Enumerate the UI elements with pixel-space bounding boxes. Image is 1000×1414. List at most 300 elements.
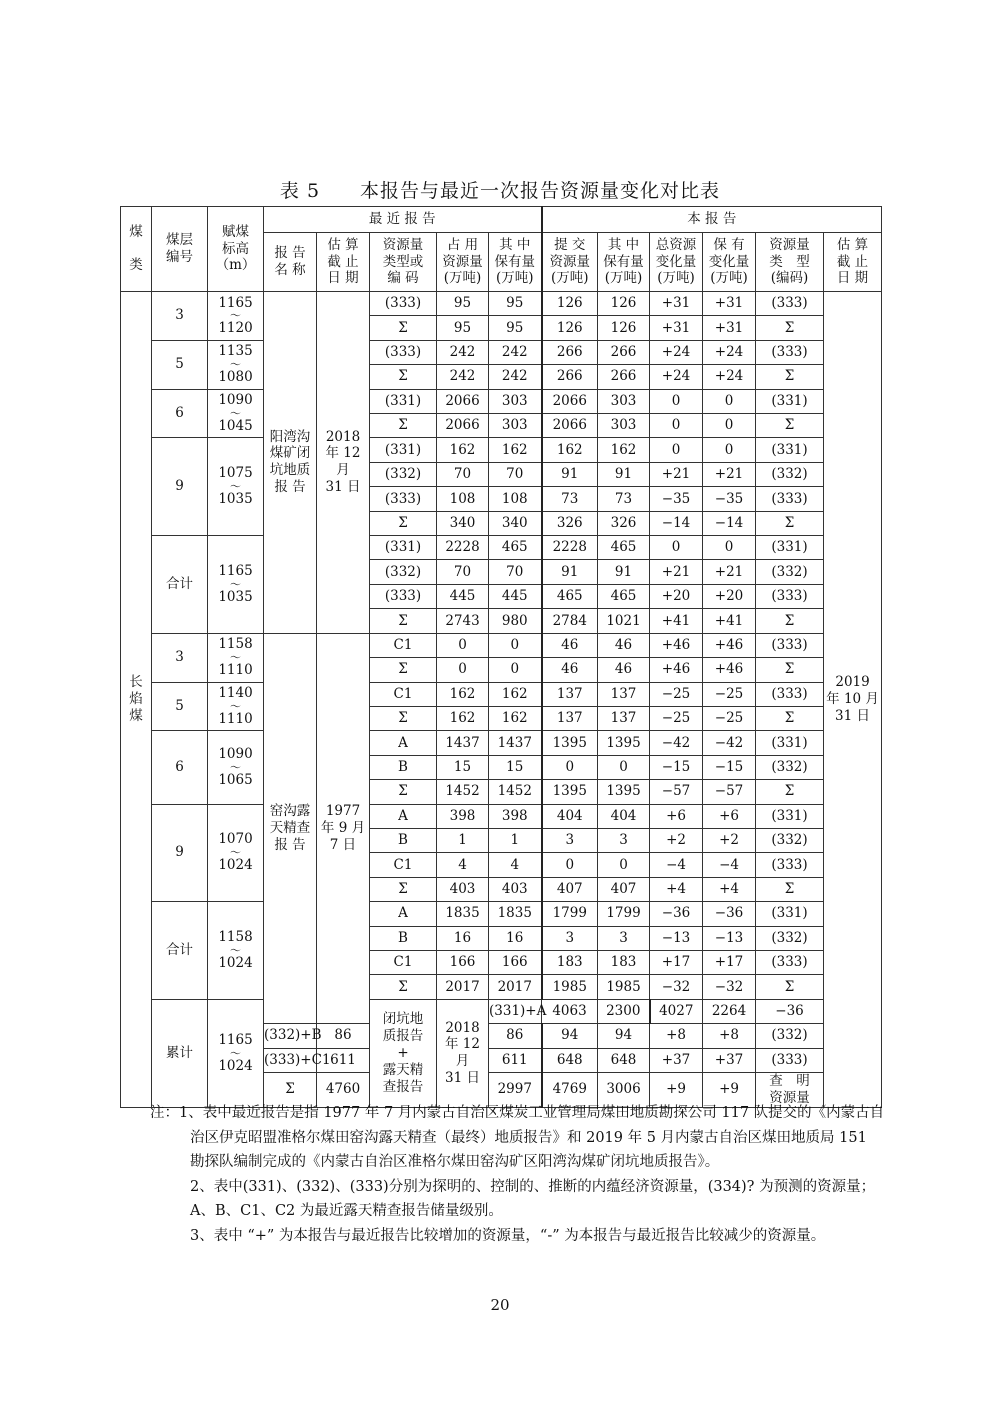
cell-type: Σ bbox=[370, 365, 437, 389]
cell-occupied: 95 bbox=[437, 316, 489, 340]
cell-type-this: (333) bbox=[756, 292, 824, 316]
cell-total-change: 0 bbox=[650, 438, 703, 462]
cell-occupied: 108 bbox=[437, 487, 489, 511]
elevation-top: 1075 bbox=[218, 465, 253, 482]
cell-type-this: Σ bbox=[756, 706, 824, 730]
cell-occupied: 1835 bbox=[437, 902, 489, 926]
cell-occupied: 2743 bbox=[437, 609, 489, 633]
cell-submitted: 1985 bbox=[542, 975, 598, 999]
cell-retained-change: −15 bbox=[703, 755, 756, 779]
cell-retained-this: 94 bbox=[598, 1024, 650, 1048]
cell-type: (332) bbox=[370, 462, 437, 486]
cell-type-this: (331) bbox=[756, 389, 824, 413]
cell-retained-change: +17 bbox=[703, 950, 756, 974]
elevation-bottom: 1035 bbox=[218, 491, 253, 508]
cell-retained-change: −57 bbox=[703, 780, 756, 804]
cell-total-change: +6 bbox=[650, 804, 703, 828]
cell-type: B bbox=[370, 926, 437, 950]
cell-submitted: 266 bbox=[542, 365, 598, 389]
cell-submitted: 465 bbox=[542, 584, 598, 608]
cell-total-change: +24 bbox=[650, 365, 703, 389]
cell-occupied: 70 bbox=[437, 560, 489, 584]
cell-submitted: 3 bbox=[542, 828, 598, 852]
elevation-bottom: 1024 bbox=[218, 1057, 253, 1074]
cell-retained-this: 3 bbox=[598, 926, 650, 950]
tilde-separator: ～ bbox=[230, 943, 241, 957]
cell-occupied: 70 bbox=[437, 462, 489, 486]
tilde-separator: ～ bbox=[230, 699, 241, 713]
cell-retained-change: −25 bbox=[703, 706, 756, 730]
table-row bbox=[121, 902, 882, 926]
cell-submitted: 91 bbox=[542, 560, 598, 584]
table-row bbox=[121, 804, 882, 828]
cell-occupied: 166 bbox=[437, 950, 489, 974]
seam-cell: 3 bbox=[152, 633, 208, 682]
cell-retained-this: 46 bbox=[598, 658, 650, 682]
cell-occupied: 95 bbox=[437, 292, 489, 316]
cell-total-change: +20 bbox=[650, 584, 703, 608]
cell-total-change: +2 bbox=[650, 828, 703, 852]
cell-type-this: (331) bbox=[756, 902, 824, 926]
cell-type-this: Σ bbox=[756, 511, 824, 535]
cell-occupied: 242 bbox=[437, 365, 489, 389]
cell-submitted: 404 bbox=[542, 804, 598, 828]
report-name-cell: 阳湾沟 煤矿闭 坑地质 报 告 bbox=[264, 292, 317, 634]
tilde-separator: ～ bbox=[230, 309, 241, 323]
cell-retained-recent: 303 bbox=[489, 414, 542, 438]
cell-occupied: 1437 bbox=[437, 731, 489, 755]
cell-occupied: 611 bbox=[317, 1048, 370, 1072]
cell-retained-recent: 162 bbox=[489, 706, 542, 730]
cell-type-this: Σ bbox=[756, 877, 824, 901]
cell-type-this: (333) bbox=[756, 1048, 824, 1072]
table-row bbox=[121, 438, 882, 462]
tilde-separator: ～ bbox=[230, 760, 241, 774]
cell-retained-this: 0 bbox=[598, 853, 650, 877]
cell-submitted: 183 bbox=[542, 950, 598, 974]
elevation-top: 1090 bbox=[218, 392, 253, 409]
cell-type: (331) bbox=[370, 536, 437, 560]
cell-type: (333) bbox=[370, 292, 437, 316]
cell-retained-this: 46 bbox=[598, 633, 650, 657]
cell-total-change: −4 bbox=[650, 853, 703, 877]
cell-retained-this: 303 bbox=[598, 389, 650, 413]
cell-submitted: 407 bbox=[542, 877, 598, 901]
elevation-cell bbox=[208, 682, 264, 731]
cell-retained-this: 1021 bbox=[598, 609, 650, 633]
cell-retained-recent: 1835 bbox=[489, 902, 542, 926]
cell-submitted: 3 bbox=[542, 926, 598, 950]
elevation-bottom: 1035 bbox=[218, 588, 253, 605]
cell-type: (331)+A bbox=[489, 999, 542, 1023]
cell-type: B bbox=[370, 828, 437, 852]
cell-type: (333) bbox=[370, 487, 437, 511]
seam-cell: 累计 bbox=[152, 999, 208, 1107]
cell-type-this: (331) bbox=[756, 438, 824, 462]
seam-cell: 9 bbox=[152, 438, 208, 536]
cell-occupied: 1 bbox=[437, 828, 489, 852]
tilde-separator: ～ bbox=[230, 651, 241, 665]
cell-retained-this: 91 bbox=[598, 462, 650, 486]
cell-occupied: 0 bbox=[437, 633, 489, 657]
elevation-top: 1090 bbox=[218, 746, 253, 763]
cell-submitted: 137 bbox=[542, 682, 598, 706]
cell-type: (331) bbox=[370, 438, 437, 462]
cell-total-change: −42 bbox=[650, 731, 703, 755]
cell-type-this: (332) bbox=[756, 1024, 824, 1048]
cell-submitted: 266 bbox=[542, 340, 598, 364]
cell-total-change: +9 bbox=[650, 1073, 703, 1108]
cell-retained-recent: 445 bbox=[489, 584, 542, 608]
cell-type: C1 bbox=[370, 950, 437, 974]
cell-type-this: (331) bbox=[756, 536, 824, 560]
cell-total-change: −13 bbox=[650, 926, 703, 950]
cell-retained-change: −13 bbox=[703, 926, 756, 950]
cell-type: Σ bbox=[370, 316, 437, 340]
cell-occupied: 4 bbox=[437, 853, 489, 877]
cell-type-this: 查 明 资源量 bbox=[756, 1073, 824, 1108]
cell-total-change: +8 bbox=[650, 1024, 703, 1048]
cell-type: A bbox=[370, 731, 437, 755]
cell-type-this: Σ bbox=[756, 365, 824, 389]
cell-type: A bbox=[370, 804, 437, 828]
seam-cell: 3 bbox=[152, 292, 208, 341]
cell-submitted: 2066 bbox=[542, 414, 598, 438]
note-2: 2、表中(331)、(332)、(333)分别为探明的、控制的、推断的内蕴经济资源量，(334)? 为预测的资源量；A、B、C1、C2 为最近露天精查报告储量级别。 bbox=[190, 1178, 876, 1219]
cell-type: A bbox=[370, 902, 437, 926]
tilde-separator: ～ bbox=[230, 1046, 241, 1060]
cell-retained-change: +21 bbox=[703, 462, 756, 486]
cell-retained-this: 162 bbox=[598, 438, 650, 462]
cell-retained-recent: 465 bbox=[489, 536, 542, 560]
cell-total-change: +46 bbox=[650, 633, 703, 657]
elevation-cell bbox=[208, 292, 264, 341]
cell-total-change: +31 bbox=[650, 316, 703, 340]
tilde-separator: ～ bbox=[230, 577, 241, 591]
elevation-bottom: 1080 bbox=[218, 369, 253, 386]
cell-total-change: −25 bbox=[650, 682, 703, 706]
header-submitted: 提 交 资源量 (万吨) bbox=[542, 233, 598, 292]
cell-occupied: 15 bbox=[437, 755, 489, 779]
note-1: 注：1、表中最近报告是指 1977 年 7 月内蒙古自治区煤炭工业管理局煤田地质勘探公司 117 队提交的《内蒙古自治区伊克昭盟准格尔煤田窑沟露天精查（最终）地质报告》和 2019 年 5 月内蒙古自治区煤田地质局 151 勘探队编制完成的《内蒙古自治区准格尔煤田窑沟矿区阳湾沟煤矿闭坑地质报告》。 bbox=[150, 1105, 885, 1170]
cell-retained-change: +41 bbox=[703, 609, 756, 633]
cell-retained-change: −36 bbox=[703, 902, 756, 926]
cell-submitted: 0 bbox=[542, 853, 598, 877]
cell-retained-this: 266 bbox=[598, 340, 650, 364]
elevation-bottom: 1024 bbox=[218, 954, 253, 971]
coal-type-cell: 长 焰 煤 bbox=[121, 292, 152, 1108]
cell-retained-recent: 1452 bbox=[489, 780, 542, 804]
elevation-top: 1135 bbox=[218, 343, 253, 360]
cell-occupied: 2017 bbox=[437, 975, 489, 999]
cell-submitted: 1395 bbox=[542, 780, 598, 804]
cell-retained-recent: 303 bbox=[489, 389, 542, 413]
header-recent-report: 最 近 报 告 bbox=[264, 207, 542, 233]
table-row bbox=[121, 536, 882, 560]
this-cutoff-cell: 2019 年 10 月 31 日 bbox=[824, 292, 882, 1108]
cell-submitted: 4027 bbox=[650, 999, 703, 1023]
cell-retained-recent: 15 bbox=[489, 755, 542, 779]
report-name-cell: 闭坑地 质报告 + 露天精 查报告 bbox=[370, 999, 437, 1107]
cell-retained-recent: 403 bbox=[489, 877, 542, 901]
cell-total-change: 0 bbox=[650, 536, 703, 560]
cell-occupied: 2066 bbox=[437, 389, 489, 413]
cell-retained-change: −32 bbox=[703, 975, 756, 999]
seam-cell: 5 bbox=[152, 340, 208, 389]
cell-retained-recent: 162 bbox=[489, 438, 542, 462]
cell-submitted: 126 bbox=[542, 292, 598, 316]
cell-type-this: (333) bbox=[756, 853, 824, 877]
cell-type-this: (332) bbox=[756, 828, 824, 852]
cell-type-this: (333) bbox=[756, 584, 824, 608]
cell-type-this: (332) bbox=[756, 755, 824, 779]
cell-type-this: Σ bbox=[756, 975, 824, 999]
cell-occupied: 162 bbox=[437, 438, 489, 462]
cell-occupied: 162 bbox=[437, 706, 489, 730]
cell-retained-recent: 0 bbox=[489, 658, 542, 682]
cell-retained-change: −25 bbox=[703, 682, 756, 706]
table-row bbox=[121, 292, 882, 316]
cell-retained-change: +31 bbox=[703, 292, 756, 316]
cell-retained-change: +4 bbox=[703, 877, 756, 901]
report-date-cell: 1977 年 9 月 7 日 bbox=[317, 633, 370, 1024]
cell-type: (332)+B bbox=[264, 1024, 317, 1048]
tilde-separator: ～ bbox=[230, 480, 241, 494]
cell-retained-recent: 340 bbox=[489, 511, 542, 535]
cell-retained-this: 465 bbox=[598, 536, 650, 560]
cell-submitted: 0 bbox=[542, 755, 598, 779]
cell-total-change: +21 bbox=[650, 560, 703, 584]
cell-retained-recent: 980 bbox=[489, 609, 542, 633]
cell-submitted: 46 bbox=[542, 633, 598, 657]
cell-occupied: 4063 bbox=[542, 999, 598, 1023]
elevation-cell bbox=[208, 902, 264, 1000]
cell-submitted: 648 bbox=[542, 1048, 598, 1072]
table-row bbox=[121, 633, 882, 657]
cell-type: (333) bbox=[370, 340, 437, 364]
cell-occupied: 398 bbox=[437, 804, 489, 828]
cell-type: C1 bbox=[370, 633, 437, 657]
cell-type: Σ bbox=[370, 975, 437, 999]
cell-retained-change: +2 bbox=[703, 828, 756, 852]
cell-retained-recent: 398 bbox=[489, 804, 542, 828]
cell-submitted: 2228 bbox=[542, 536, 598, 560]
cell-submitted: 4769 bbox=[542, 1073, 598, 1108]
table-title: 表 5 本报告与最近一次报告资源量变化对比表 bbox=[279, 180, 721, 202]
cell-total-change: −57 bbox=[650, 780, 703, 804]
cell-type: Σ bbox=[370, 609, 437, 633]
cell-occupied: 445 bbox=[437, 584, 489, 608]
cell-type-this: Σ bbox=[756, 414, 824, 438]
cell-retained-recent: 86 bbox=[489, 1024, 542, 1048]
cell-retained-change: +8 bbox=[703, 1024, 756, 1048]
cell-retained-this: 1985 bbox=[598, 975, 650, 999]
header-retained-this: 其 中 保有量 (万吨) bbox=[598, 233, 650, 292]
cell-submitted: 126 bbox=[542, 316, 598, 340]
cell-type-this: (331) bbox=[756, 731, 824, 755]
cell-occupied: 403 bbox=[437, 877, 489, 901]
cell-type-this: (332) bbox=[756, 462, 824, 486]
elevation-bottom: 1110 bbox=[218, 710, 253, 727]
cell-retained-recent: 162 bbox=[489, 682, 542, 706]
cell-total-change: −36 bbox=[756, 999, 824, 1023]
header-retained-change: 保 有 变化量 (万吨) bbox=[703, 233, 756, 292]
cell-type-this: Σ bbox=[756, 658, 824, 682]
cell-retained-this: 3006 bbox=[598, 1073, 650, 1108]
cell-retained-this: 1395 bbox=[598, 731, 650, 755]
cell-total-change: 0 bbox=[650, 389, 703, 413]
tilde-separator: ～ bbox=[230, 407, 241, 421]
cell-retained-recent: 242 bbox=[489, 340, 542, 364]
elevation-top: 1165 bbox=[218, 294, 253, 311]
tilde-separator: ～ bbox=[230, 846, 241, 860]
cell-retained-change: −42 bbox=[703, 731, 756, 755]
cell-occupied: 1452 bbox=[437, 780, 489, 804]
cell-total-change: +21 bbox=[650, 462, 703, 486]
cell-type: (333) bbox=[370, 584, 437, 608]
cell-retained-change: +20 bbox=[703, 584, 756, 608]
elevation-bottom: 1024 bbox=[218, 857, 253, 874]
cell-total-change: +37 bbox=[650, 1048, 703, 1072]
header-cutoff-date: 估 算 截 止 日 期 bbox=[317, 233, 370, 292]
cell-type-this: (333) bbox=[756, 950, 824, 974]
cell-total-change: +41 bbox=[650, 609, 703, 633]
table-row bbox=[121, 340, 882, 364]
cell-submitted: 326 bbox=[542, 511, 598, 535]
cell-retained-change: +21 bbox=[703, 560, 756, 584]
cell-submitted: 137 bbox=[542, 706, 598, 730]
cell-occupied: 2228 bbox=[437, 536, 489, 560]
cell-type: (333)+C1 bbox=[264, 1048, 317, 1072]
cell-occupied: 4760 bbox=[317, 1073, 370, 1108]
cell-type-this: (332) bbox=[756, 560, 824, 584]
cell-retained-this: 1395 bbox=[598, 780, 650, 804]
cell-retained-this: 266 bbox=[598, 365, 650, 389]
elevation-top: 1140 bbox=[218, 685, 253, 702]
elevation-top: 1165 bbox=[218, 1031, 253, 1048]
cell-retained-change: −35 bbox=[703, 487, 756, 511]
cell-total-change: −15 bbox=[650, 755, 703, 779]
cell-retained-change: −4 bbox=[703, 853, 756, 877]
cell-retained-this: 3 bbox=[598, 828, 650, 852]
cell-retained-recent: 242 bbox=[489, 365, 542, 389]
cell-retained-this: 137 bbox=[598, 706, 650, 730]
header-cutoff-this: 估 算 截 止 日 期 bbox=[824, 233, 882, 292]
cell-retained-this: 1799 bbox=[598, 902, 650, 926]
cell-retained-recent: 2997 bbox=[489, 1073, 542, 1108]
header-this-report: 本 报 告 bbox=[542, 207, 882, 233]
cell-retained-recent: 95 bbox=[489, 292, 542, 316]
cell-occupied: 16 bbox=[437, 926, 489, 950]
cell-retained-this: 465 bbox=[598, 584, 650, 608]
header-total-change: 总资源 变化量 (万吨) bbox=[650, 233, 703, 292]
report-date-cell: 2018 年 12 月 31 日 bbox=[317, 292, 370, 634]
cell-type-this: (331) bbox=[756, 804, 824, 828]
cell-retained-change: 0 bbox=[703, 536, 756, 560]
header-coal-type: 煤 类 bbox=[121, 207, 152, 292]
cell-retained-recent: 1437 bbox=[489, 731, 542, 755]
cell-retained-change: 0 bbox=[703, 389, 756, 413]
elevation-cell bbox=[208, 340, 264, 389]
seam-cell: 合计 bbox=[152, 536, 208, 634]
cell-occupied: 242 bbox=[437, 340, 489, 364]
cell-retained-recent: 2300 bbox=[598, 999, 650, 1023]
cell-submitted: 94 bbox=[542, 1024, 598, 1048]
header-elevation: 赋煤 标高 （m） bbox=[208, 207, 264, 292]
cell-retained-this: 73 bbox=[598, 487, 650, 511]
cell-retained-this: 648 bbox=[598, 1048, 650, 1072]
cell-submitted: 73 bbox=[542, 487, 598, 511]
cell-retained-this: 303 bbox=[598, 414, 650, 438]
header-seam-number: 煤层 编号 bbox=[152, 207, 208, 292]
seam-cell: 6 bbox=[152, 389, 208, 438]
cell-total-change: −36 bbox=[650, 902, 703, 926]
cell-retained-change: 0 bbox=[703, 438, 756, 462]
cell-type: C1 bbox=[370, 682, 437, 706]
cell-retained-this: 326 bbox=[598, 511, 650, 535]
cell-total-change: −35 bbox=[650, 487, 703, 511]
cell-type-this: (333) bbox=[756, 487, 824, 511]
cell-retained-this: 91 bbox=[598, 560, 650, 584]
elevation-top: 1070 bbox=[218, 831, 253, 848]
cell-retained-recent: 2017 bbox=[489, 975, 542, 999]
cell-total-change: +31 bbox=[650, 292, 703, 316]
header-resource-type-this: 资源量 类 型 (编码) bbox=[756, 233, 824, 292]
tilde-separator: ～ bbox=[230, 358, 241, 372]
cell-total-change: 0 bbox=[650, 414, 703, 438]
cell-retained-change: +24 bbox=[703, 340, 756, 364]
cell-retained-recent: 166 bbox=[489, 950, 542, 974]
seam-cell: 5 bbox=[152, 682, 208, 731]
cell-retained-recent: 70 bbox=[489, 560, 542, 584]
cell-retained-this: 183 bbox=[598, 950, 650, 974]
cell-type: B bbox=[370, 755, 437, 779]
cell-submitted: 1799 bbox=[542, 902, 598, 926]
cell-type-this: Σ bbox=[756, 609, 824, 633]
elevation-top: 1165 bbox=[218, 563, 253, 579]
cell-total-change: +17 bbox=[650, 950, 703, 974]
cell-occupied: 162 bbox=[437, 682, 489, 706]
cell-retained-this: 407 bbox=[598, 877, 650, 901]
header-resource-type: 资源量 类型或 编 码 bbox=[370, 233, 437, 292]
elevation-cell bbox=[208, 633, 264, 682]
report-name-cell: 窑沟露 天精查 报 告 bbox=[264, 633, 317, 1024]
elevation-cell bbox=[208, 389, 264, 438]
cell-type: (331) bbox=[370, 389, 437, 413]
cell-submitted: 162 bbox=[542, 438, 598, 462]
cell-retained-this: 404 bbox=[598, 804, 650, 828]
cell-retained-recent: 108 bbox=[489, 487, 542, 511]
cell-retained-change: +24 bbox=[703, 365, 756, 389]
report-date-cell: 2018 年 12 月 31 日 bbox=[437, 999, 489, 1107]
table-row bbox=[121, 999, 882, 1023]
seam-cell: 合计 bbox=[152, 902, 208, 1000]
resource-comparison-table bbox=[120, 206, 882, 1108]
cell-retained-change: +6 bbox=[703, 804, 756, 828]
cell-retained-this: 137 bbox=[598, 682, 650, 706]
cell-occupied: 2066 bbox=[437, 414, 489, 438]
cell-type-this: (333) bbox=[756, 340, 824, 364]
seam-cell: 9 bbox=[152, 804, 208, 902]
elevation-cell bbox=[208, 804, 264, 902]
cell-type: (332) bbox=[370, 560, 437, 584]
cell-retained-change: +31 bbox=[703, 316, 756, 340]
table-row bbox=[121, 731, 882, 755]
cell-retained-change: 0 bbox=[703, 414, 756, 438]
elevation-bottom: 1045 bbox=[218, 418, 253, 435]
header-report-name: 报 告 名 称 bbox=[264, 233, 317, 292]
cell-retained-change: +37 bbox=[703, 1048, 756, 1072]
